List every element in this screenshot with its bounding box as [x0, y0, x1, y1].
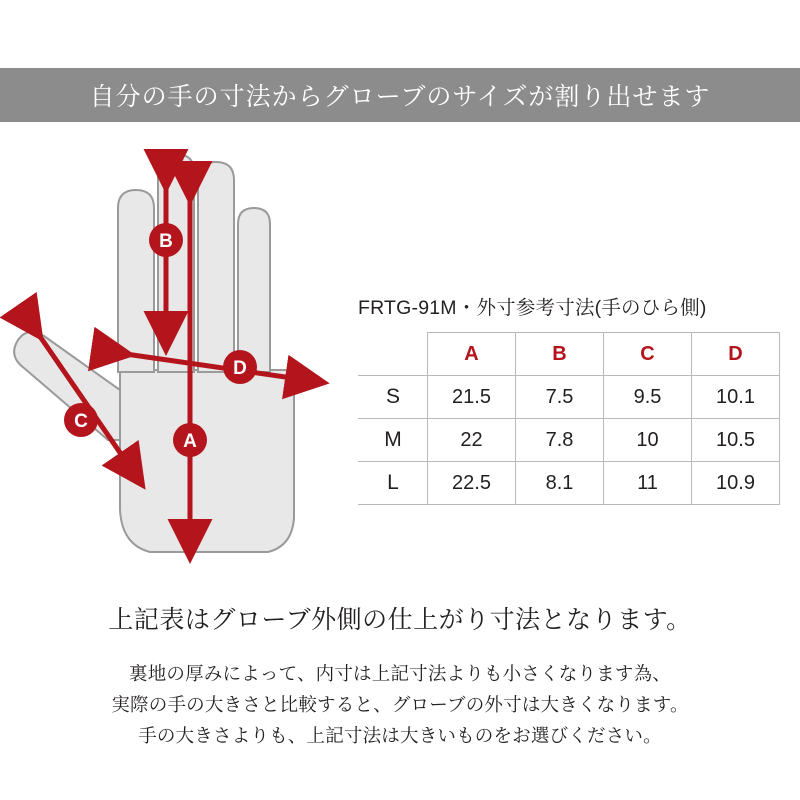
- size-table: [358, 332, 780, 505]
- cell-m-d: 10.5: [692, 419, 780, 462]
- row-size-l: L: [359, 462, 428, 505]
- table-row: [359, 462, 780, 505]
- footer-line-1: 裏地の厚みによって、内寸は上記寸法よりも小さくなります為、: [129, 663, 671, 684]
- header-banner: [0, 68, 800, 122]
- table-row: [359, 376, 780, 419]
- table-col-b: B: [516, 333, 604, 376]
- banner-title: 自分の手の寸法からグローブのサイズが割り出せます: [89, 83, 711, 111]
- cell-m-a: 22: [428, 419, 516, 462]
- footer-lead: 上記表はグローブ外側の仕上がり寸法となります。: [108, 606, 692, 634]
- table-body: [359, 376, 780, 505]
- table-title: FRTG-91M・外寸参考寸法(手のひら側): [358, 297, 707, 319]
- cell-s-c: 9.5: [604, 376, 692, 419]
- footer-line-3: 手の大きさよりも、上記寸法は大きいものをお選びください。: [138, 725, 662, 746]
- table-corner-cell: [359, 333, 428, 376]
- hand-illustration: [0, 140, 350, 580]
- cell-l-c: 11: [604, 462, 692, 505]
- table-col-c: C: [604, 333, 692, 376]
- row-size-m: M: [359, 419, 428, 462]
- footer-notes: [0, 600, 800, 751]
- size-table-block: [352, 292, 792, 505]
- cell-l-a: 22.5: [428, 462, 516, 505]
- footer-line-2: 実際の手の大きさと比較すると、グローブの外寸は大きくなります。: [111, 694, 689, 715]
- row-size-s: S: [359, 376, 428, 419]
- cell-m-c: 10: [604, 419, 692, 462]
- hand-shape: [14, 154, 294, 552]
- cell-s-b: 7.5: [516, 376, 604, 419]
- marker-d-label: D: [233, 358, 247, 379]
- table-header: [359, 333, 780, 376]
- marker-b-label: B: [159, 231, 173, 252]
- cell-l-b: 8.1: [516, 462, 604, 505]
- cell-m-b: 7.8: [516, 419, 604, 462]
- table-col-d: D: [692, 333, 780, 376]
- cell-s-d: 10.1: [692, 376, 780, 419]
- table-col-a: A: [428, 333, 516, 376]
- table-header-row: [359, 333, 780, 376]
- hand-diagram: [0, 140, 350, 580]
- cell-s-a: 21.5: [428, 376, 516, 419]
- table-row: [359, 419, 780, 462]
- marker-c-label: C: [74, 411, 88, 432]
- marker-a-label: A: [183, 431, 197, 452]
- cell-l-d: 10.9: [692, 462, 780, 505]
